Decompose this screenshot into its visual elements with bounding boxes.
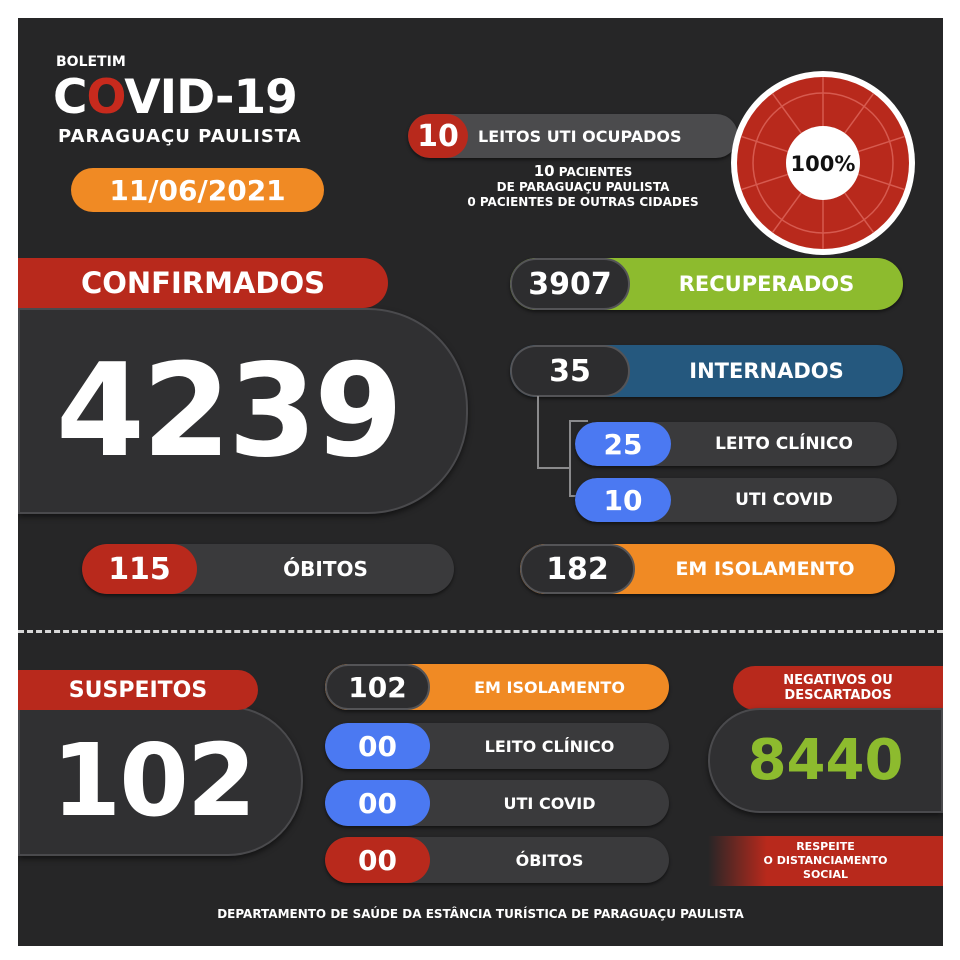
occupancy-gauge — [728, 68, 918, 258]
covid-title — [53, 70, 297, 126]
uti-patients-info — [428, 164, 738, 210]
bulletin-board — [18, 18, 943, 946]
isolamento-pill — [520, 544, 895, 594]
susp-leito-clinico-label: LEITO CLÍNICO — [484, 736, 615, 756]
recuperados-label: RECUPERADOS — [678, 272, 855, 296]
title-prefix: C — [53, 70, 87, 125]
uti-ocupados-pill — [408, 114, 738, 158]
uti-covid-value: 10 — [603, 483, 643, 517]
internados-label: INTERNADOS — [689, 359, 844, 383]
susp-isolamento-pill — [325, 664, 669, 710]
susp-obitos-pill — [325, 837, 669, 883]
susp-obitos-label: ÓBITOS — [515, 850, 584, 870]
confirmados-header — [18, 258, 388, 308]
recuperados-pill — [510, 258, 903, 310]
susp-uti-covid-value: 00 — [358, 786, 397, 820]
negativos-label-line2: DESCARTADOS — [784, 688, 892, 703]
uti-covid-pill — [575, 478, 897, 522]
susp-uti-covid-pill — [325, 780, 669, 826]
confirmados-label: CONFIRMADOS — [80, 266, 326, 300]
section-divider — [18, 630, 943, 633]
susp-isolamento-label: EM ISOLAMENTO — [474, 677, 625, 697]
negativos-card — [708, 708, 943, 813]
city-name: PARAGUAÇU PAULISTA — [58, 126, 302, 147]
leito-clinico-pill — [575, 422, 897, 466]
respeite-line1: RESPEITE — [796, 840, 855, 853]
uti-ocupados-label: LEITOS UTI OCUPADOS — [478, 126, 682, 146]
negativos-value: 8440 — [747, 728, 904, 793]
leito-clinico-label: LEITO CLÍNICO — [715, 434, 853, 454]
isolamento-value: 182 — [546, 551, 609, 587]
title-suffix: VID-19 — [124, 70, 297, 125]
uti-ocupados-count: 10 — [417, 118, 459, 154]
susp-leito-clinico-value: 00 — [358, 729, 397, 763]
uti-covid-label: UTI COVID — [735, 490, 833, 510]
occupancy-percent: 100% — [790, 152, 856, 176]
leito-clinico-value: 25 — [603, 427, 643, 461]
date-badge — [71, 168, 324, 212]
internados-pill — [510, 345, 903, 397]
patients-line2: DE PARAGUAÇU PAULISTA — [496, 180, 670, 194]
confirmados-value: 4239 — [55, 336, 401, 486]
negativos-label-line1: NEGATIVOS OU — [783, 673, 893, 688]
suspeitos-header — [18, 670, 258, 710]
suspeitos-label: SUSPEITOS — [68, 677, 208, 703]
negativos-header — [733, 666, 943, 710]
susp-isolamento-value: 102 — [348, 670, 407, 704]
obitos-value: 115 — [108, 551, 171, 587]
obitos-label: ÓBITOS — [283, 557, 368, 581]
respeite-line2: O DISTANCIAMENTO — [763, 854, 888, 867]
patients-text: PACIENTES — [558, 165, 633, 179]
patients-count: 10 — [533, 162, 555, 180]
susp-leito-clinico-pill — [325, 723, 669, 769]
obitos-pill — [82, 544, 454, 594]
isolamento-label: EM ISOLAMENTO — [675, 558, 855, 580]
virus-o: O — [86, 70, 125, 125]
boletim-label: BOLETIM — [56, 54, 126, 70]
respeite-banner — [708, 836, 943, 886]
footer-text: DEPARTAMENTO DE SAÚDE DA ESTÂNCIA TURÍSTICA DE PARAGUAÇU PAULISTA — [217, 907, 744, 921]
suspeitos-value: 102 — [51, 722, 255, 839]
susp-obitos-value: 00 — [358, 843, 397, 877]
internados-value: 35 — [549, 353, 591, 389]
respeite-line3: SOCIAL — [803, 868, 848, 881]
susp-uti-covid-label: UTI COVID — [503, 793, 596, 813]
recuperados-value: 3907 — [528, 266, 612, 302]
date-text: 11/06/2021 — [109, 173, 286, 207]
patients-line3: 0 PACIENTES DE OUTRAS CIDADES — [467, 195, 699, 209]
